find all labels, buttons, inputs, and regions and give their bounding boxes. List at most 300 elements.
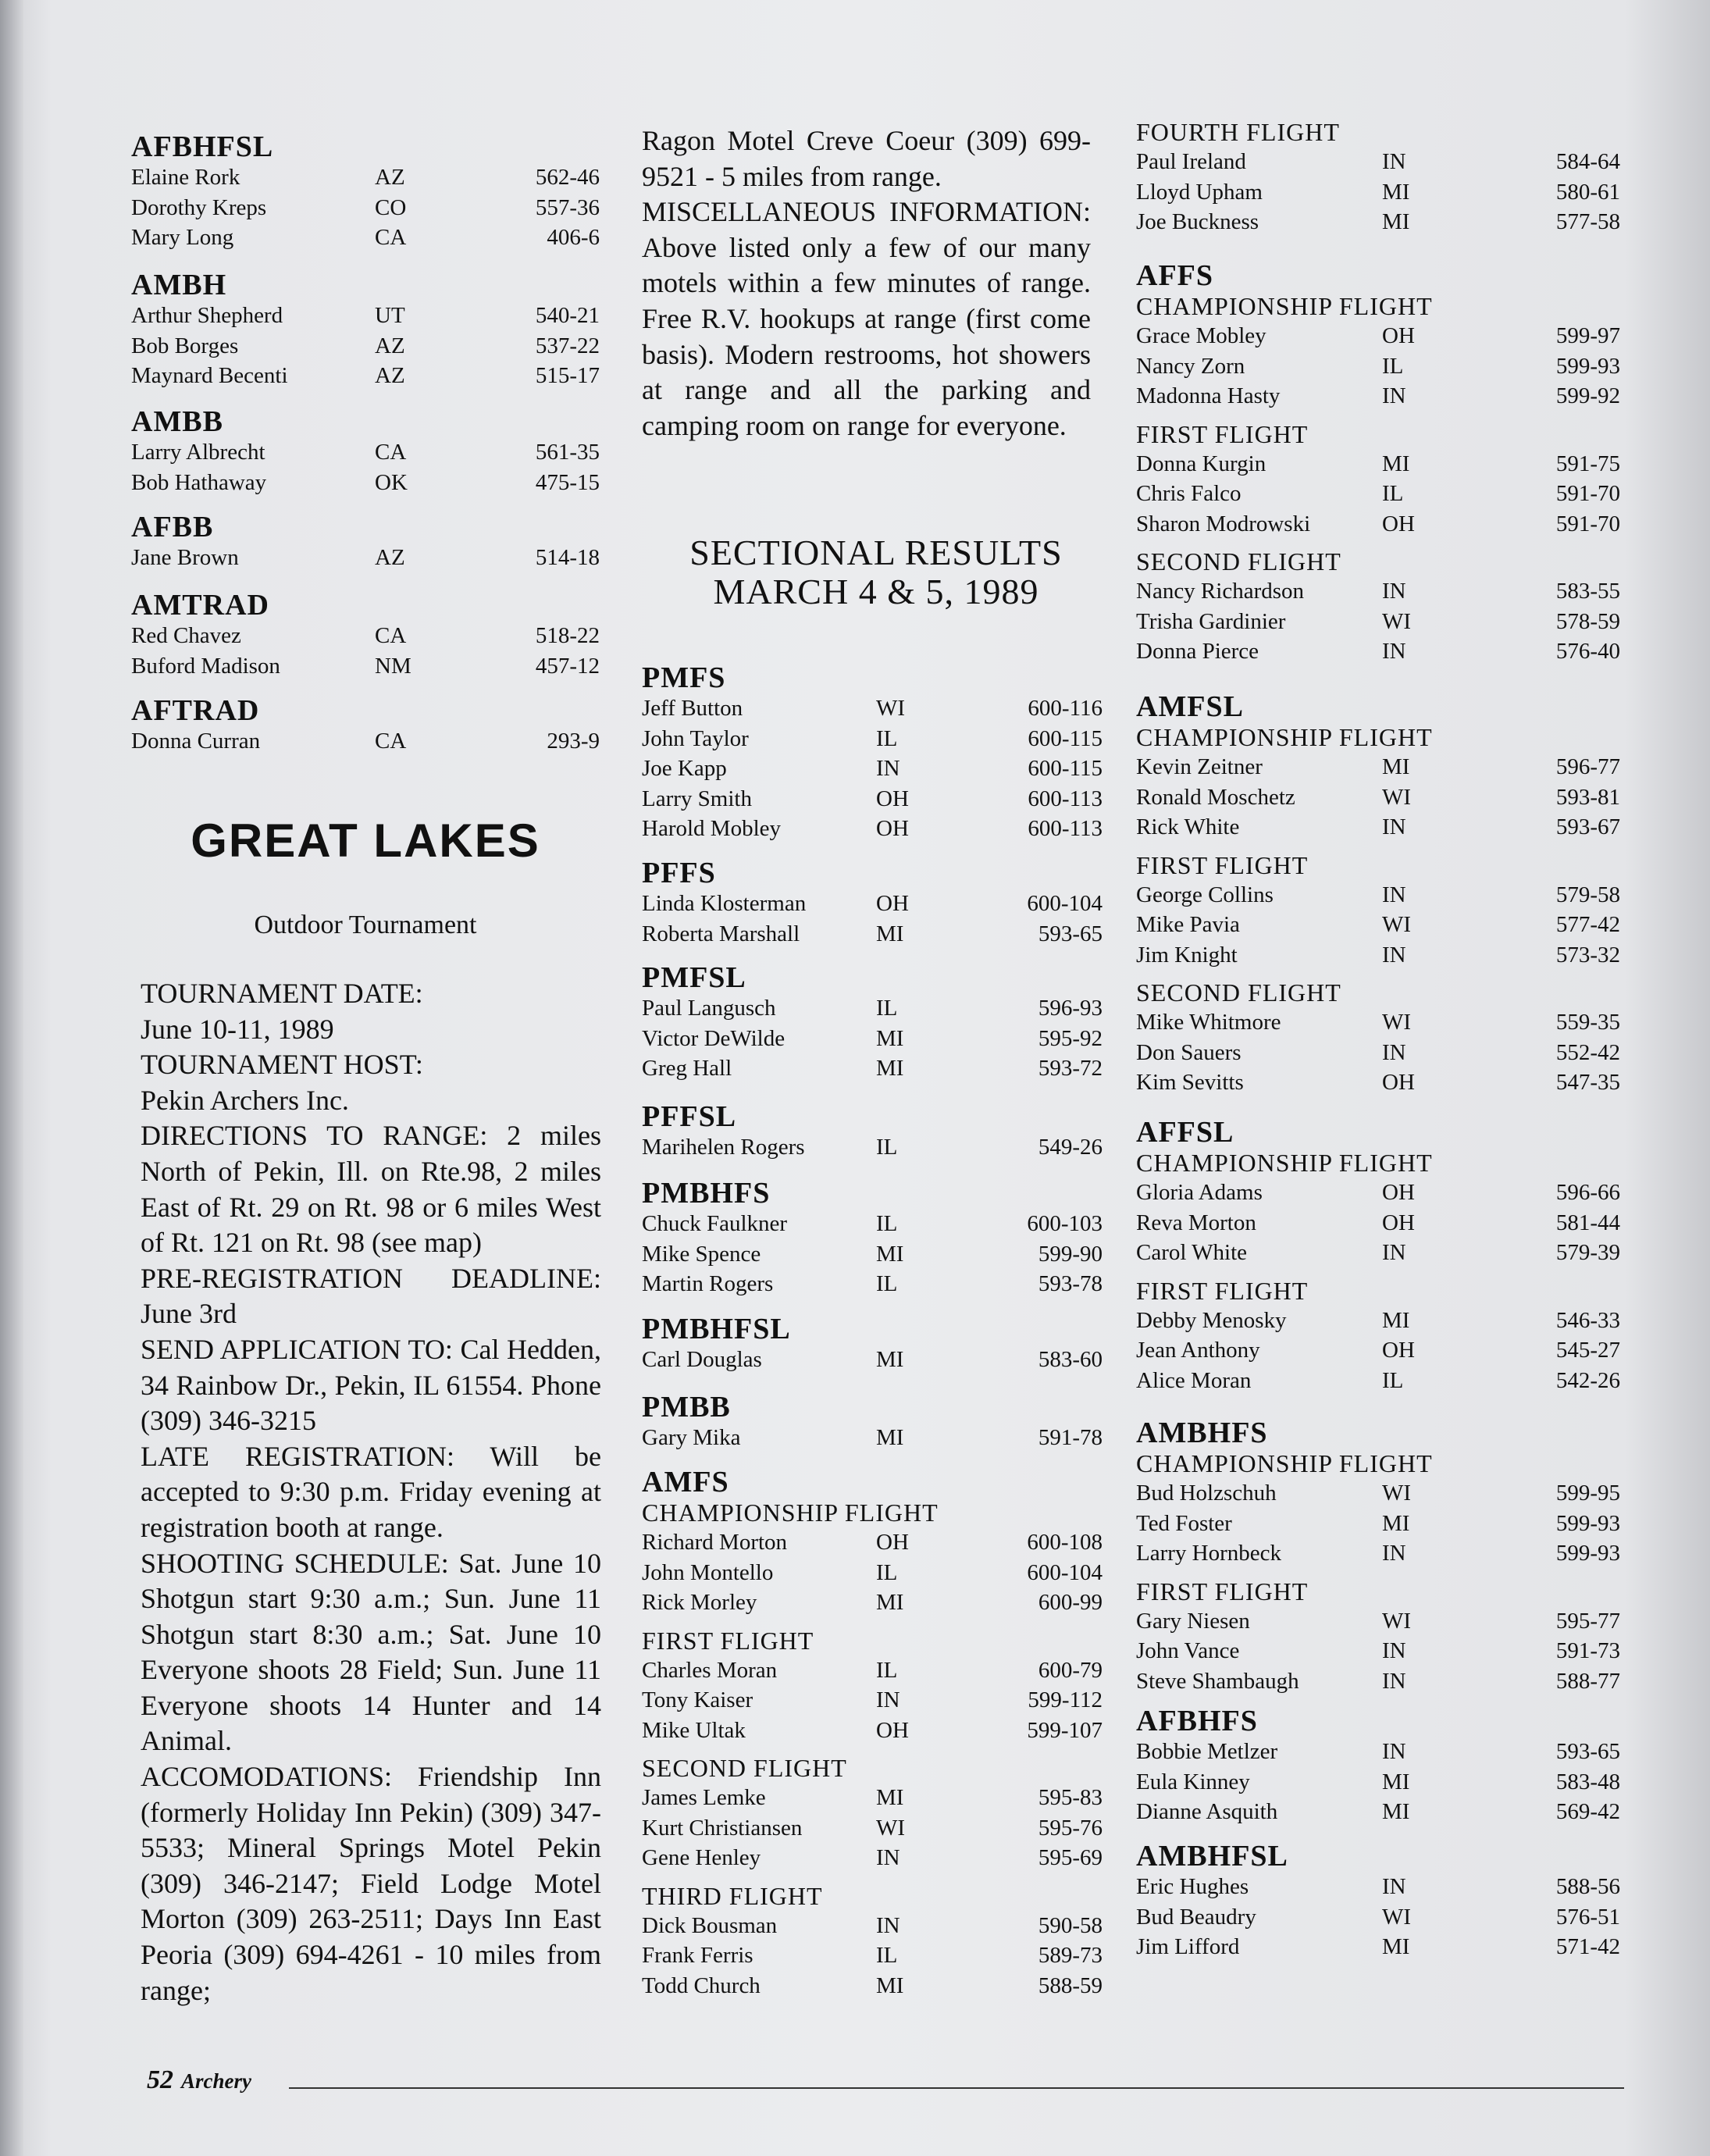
- archer-state: MI: [876, 1590, 904, 1615]
- archer-name: Bobbie Metlzer: [1136, 1739, 1278, 1764]
- result-row: [642, 1655, 1103, 1686]
- archer-score: 600-115: [1028, 725, 1103, 751]
- flight-block: [1136, 117, 1620, 237]
- result-row: [131, 361, 600, 391]
- archer-score: 578-59: [1555, 608, 1620, 634]
- archer-score: 588-77: [1555, 1668, 1620, 1694]
- archer-name: Steve Shambaugh: [1136, 1668, 1299, 1694]
- result-row: [1136, 147, 1620, 177]
- footer-rule: [289, 2087, 1624, 2089]
- result-row: [642, 814, 1103, 844]
- archer-state: IL: [876, 1559, 898, 1585]
- class-name: PMBHFSL: [642, 1313, 791, 1345]
- archer-name: Lloyd Upham: [1136, 179, 1263, 205]
- result-group: [642, 1313, 1103, 1375]
- archer-name: Arthur Shepherd: [131, 303, 283, 328]
- class-name: AMBHFSL: [1136, 1840, 1288, 1873]
- archer-name: John Taylor: [642, 725, 749, 751]
- result-row: [1136, 1872, 1620, 1902]
- archer-name: Don Sauers: [1136, 1039, 1242, 1065]
- archer-score: 600-99: [1038, 1590, 1103, 1615]
- result-row: [131, 651, 600, 682]
- archer-score: 600-116: [1028, 696, 1103, 721]
- section-heading: GREAT LAKES: [191, 814, 540, 867]
- archer-state: NM: [375, 653, 411, 679]
- archer-state: WI: [876, 696, 906, 721]
- archer-state: MI: [876, 1972, 904, 1998]
- result-row: [642, 1716, 1103, 1746]
- result-row: [642, 1053, 1103, 1084]
- archer-state: MI: [1382, 1799, 1410, 1824]
- archer-score: 562-46: [535, 165, 600, 190]
- result-row: [642, 1423, 1103, 1453]
- flight-name: FOURTH FLIGHT: [1136, 118, 1340, 146]
- archer-score: 596-77: [1555, 754, 1620, 779]
- result-row: [1136, 812, 1620, 843]
- result-group: [1136, 260, 1620, 667]
- archer-name: Larry Albrecht: [131, 440, 265, 465]
- archer-score: 576-51: [1555, 1904, 1620, 1930]
- info-line: SEND APPLICATION TO: Cal Hedden, 34 Rainbow Dr., Pekin, IL 61554. Phone (309) 346-3215: [141, 1333, 601, 1437]
- archer-name: James Lemke: [642, 1785, 766, 1810]
- tournament-info-continued: [642, 123, 1091, 444]
- result-row: [642, 693, 1103, 724]
- archer-score: 595-76: [1038, 1815, 1103, 1841]
- result-row: [1136, 177, 1620, 208]
- result-row: [1136, 1767, 1620, 1798]
- result-row: [1136, 576, 1620, 607]
- archer-score: 591-78: [1038, 1425, 1103, 1450]
- archer-name: Grace Mobley: [1136, 323, 1266, 348]
- result-group: [642, 1178, 1103, 1299]
- magazine-name: Archery: [181, 2069, 251, 2093]
- result-row: [1136, 1238, 1620, 1268]
- archer-state: IN: [1382, 814, 1406, 839]
- archer-name: Jeff Button: [642, 696, 743, 721]
- archer-name: Marihelen Rogers: [642, 1135, 805, 1160]
- section-subheading: Outdoor Tournament: [254, 911, 477, 939]
- flight-name: FIRST FLIGHT: [1136, 850, 1309, 879]
- archer-state: OK: [375, 469, 408, 495]
- archer-state: CA: [375, 225, 407, 250]
- result-group: [1136, 1705, 1620, 1827]
- archer-score: 576-40: [1555, 639, 1620, 664]
- class-name: PMFS: [642, 661, 726, 694]
- flight-block: [1136, 850, 1620, 971]
- archer-score: 589-73: [1038, 1943, 1103, 1968]
- flight-block: [642, 1753, 1103, 1873]
- archer-name: Eula Kinney: [1136, 1769, 1250, 1794]
- archer-score: 518-22: [535, 623, 600, 648]
- archer-name: Bud Beaudry: [1136, 1904, 1256, 1930]
- result-row: [642, 1345, 1103, 1375]
- result-group: [1136, 1417, 1620, 1696]
- archer-score: 599-93: [1555, 1541, 1620, 1566]
- archer-name: Nancy Richardson: [1136, 579, 1305, 604]
- archer-score: 540-21: [535, 303, 600, 328]
- archer-state: MI: [876, 1056, 904, 1081]
- flight-name: SECOND FLIGHT: [1136, 547, 1341, 576]
- archer-score: 593-65: [1555, 1739, 1620, 1764]
- archer-score: 561-35: [535, 440, 600, 465]
- archer-state: IN: [1382, 639, 1406, 664]
- archer-score: 600-103: [1027, 1211, 1103, 1236]
- archer-score: 600-113: [1028, 786, 1103, 811]
- archer-name: Mary Long: [131, 225, 234, 250]
- class-name: AFBHFS: [1136, 1705, 1258, 1737]
- archer-name: Mike Pavia: [1136, 912, 1240, 937]
- result-row: [1136, 1666, 1620, 1697]
- result-row: [642, 754, 1103, 784]
- archer-score: 599-93: [1555, 353, 1620, 379]
- archer-state: MI: [1382, 1307, 1410, 1333]
- archer-state: AZ: [375, 545, 405, 570]
- class-name: AMTRAD: [131, 589, 269, 622]
- archer-score: 557-36: [535, 194, 600, 220]
- result-row: [1136, 479, 1620, 509]
- class-name: AMBB: [131, 405, 223, 438]
- result-row: [642, 784, 1103, 814]
- result-row: [1136, 449, 1620, 479]
- archer-name: Dick Bousman: [642, 1912, 778, 1938]
- archer-state: IN: [1382, 1039, 1406, 1065]
- archer-state: IN: [1382, 1874, 1406, 1899]
- archer-score: 583-60: [1038, 1347, 1103, 1372]
- archer-name: Joe Kapp: [642, 756, 727, 781]
- archer-name: Roberta Marshall: [642, 921, 800, 946]
- result-row: [1136, 509, 1620, 540]
- result-row: [131, 223, 600, 253]
- result-row: [131, 468, 600, 498]
- archer-state: WI: [1382, 784, 1412, 810]
- result-row: [642, 1558, 1103, 1588]
- archer-name: Paul Langusch: [642, 996, 776, 1021]
- archer-name: Reva Morton: [1136, 1210, 1256, 1235]
- flight-block: [642, 1881, 1103, 2001]
- archer-name: Gary Niesen: [1136, 1608, 1250, 1634]
- archer-name: Jean Anthony: [1136, 1338, 1260, 1363]
- class-name: AFFSL: [1136, 1116, 1234, 1149]
- archer-state: OH: [876, 891, 909, 916]
- archer-score: 596-93: [1038, 996, 1103, 1021]
- archer-state: MI: [1382, 209, 1410, 234]
- archer-score: 579-58: [1555, 882, 1620, 907]
- archer-state: IN: [1382, 1240, 1406, 1265]
- flight-name: CHAMPIONSHIP FLIGHT: [1136, 292, 1433, 320]
- result-row: [131, 162, 600, 193]
- result-row: [131, 437, 600, 468]
- info-line: ACCOMODATIONS: Friendship Inn (formerly Holiday Inn Pekin) (309) 347-5533; Mineral Springs Motel Pekin (309) 346-2147; Field Lodge Motel Morton (309) 263-2511; Days Inn East Peoria (309) 694-4261 - 10 miles from range;: [141, 1761, 601, 2006]
- archer-score: 595-77: [1555, 1608, 1620, 1634]
- archer-score: 591-73: [1555, 1638, 1620, 1663]
- archer-name: Dorothy Kreps: [131, 194, 267, 220]
- archer-score: 595-92: [1038, 1025, 1103, 1051]
- archer-name: Debby Menosky: [1136, 1307, 1287, 1333]
- result-row: [642, 1269, 1103, 1299]
- class-name: AFBB: [131, 511, 214, 543]
- archer-score: 599-97: [1555, 323, 1620, 348]
- archer-state: OH: [1382, 511, 1415, 536]
- sectional-date: MARCH 4 & 5, 1989: [713, 572, 1039, 611]
- archer-state: MI: [876, 921, 904, 946]
- flight-name: THIRD FLIGHT: [642, 1881, 823, 1910]
- archer-state: WI: [1382, 608, 1412, 634]
- archer-state: WI: [1382, 1010, 1412, 1035]
- archer-score: 583-48: [1555, 1769, 1620, 1794]
- archer-name: Rick White: [1136, 814, 1240, 839]
- archer-score: 559-35: [1555, 1010, 1620, 1035]
- archer-name: Donna Curran: [131, 729, 261, 754]
- result-row: [642, 1132, 1103, 1163]
- result-row: [1136, 940, 1620, 971]
- archer-state: IN: [1382, 1638, 1406, 1663]
- archer-score: 569-42: [1555, 1799, 1620, 1824]
- result-row: [642, 993, 1103, 1024]
- result-row: [1136, 1606, 1620, 1637]
- archer-score: 599-107: [1027, 1717, 1103, 1743]
- info-line: Pekin Archers Inc.: [141, 1084, 349, 1116]
- archer-name: Red Chavez: [131, 623, 241, 648]
- archer-name: Buford Madison: [131, 653, 280, 679]
- archer-score: 588-56: [1555, 1874, 1620, 1899]
- flight-name: SECOND FLIGHT: [642, 1754, 847, 1782]
- archer-state: OH: [1382, 1070, 1415, 1095]
- archer-state: WI: [876, 1815, 906, 1841]
- archer-name: Gene Henley: [642, 1845, 761, 1870]
- result-group: [1136, 1117, 1620, 1395]
- archer-state: MI: [1382, 1769, 1410, 1794]
- archer-name: Mike Ultak: [642, 1717, 746, 1743]
- archer-score: 537-22: [535, 333, 600, 358]
- result-row: [1136, 207, 1620, 237]
- result-row: [1136, 1538, 1620, 1569]
- archer-state: IN: [1382, 579, 1406, 604]
- result-group: [131, 269, 600, 391]
- info-line: June 10-11, 1989: [141, 1013, 334, 1045]
- archer-score: 593-81: [1555, 784, 1620, 810]
- result-row: [642, 1783, 1103, 1813]
- archer-score: 577-42: [1555, 912, 1620, 937]
- archer-state: MI: [876, 1785, 904, 1810]
- result-row: [1136, 1178, 1620, 1208]
- result-group: [642, 1101, 1103, 1163]
- archer-state: MI: [1382, 1934, 1410, 1959]
- archer-score: 593-72: [1038, 1056, 1103, 1081]
- flight-block: [642, 1498, 1103, 1618]
- archer-state: OH: [876, 1530, 909, 1555]
- archer-state: IN: [1382, 942, 1406, 968]
- result-group: [642, 857, 1103, 949]
- flight-name: CHAMPIONSHIP FLIGHT: [1136, 1149, 1433, 1177]
- result-row: [1136, 1509, 1620, 1539]
- result-row: [642, 1024, 1103, 1054]
- archer-state: IL: [876, 1271, 898, 1296]
- archer-state: IL: [876, 1211, 898, 1236]
- result-row: [642, 1588, 1103, 1618]
- archer-name: Larry Smith: [642, 786, 752, 811]
- result-group: [1136, 117, 1620, 237]
- flight-block: [1136, 1737, 1620, 1827]
- page-number: 52: [147, 2065, 173, 2094]
- archer-state: MI: [876, 1347, 904, 1372]
- archer-state: MI: [1382, 451, 1410, 476]
- archer-name: Gloria Adams: [1136, 1180, 1263, 1205]
- archer-name: Kurt Christiansen: [642, 1815, 803, 1841]
- flight-block: [1136, 1872, 1620, 1962]
- archer-state: IN: [876, 1845, 900, 1870]
- result-group: [642, 962, 1103, 1084]
- archer-name: Greg Hall: [642, 1056, 732, 1081]
- result-row: [1136, 752, 1620, 782]
- archer-state: UT: [375, 303, 405, 328]
- archer-name: Ted Foster: [1136, 1510, 1232, 1536]
- archer-name: Carol White: [1136, 1240, 1248, 1265]
- result-group: [131, 695, 600, 757]
- archer-name: Mike Spence: [642, 1241, 761, 1267]
- flight-name: FIRST FLIGHT: [1136, 1577, 1309, 1605]
- page-spine-shadow: [0, 0, 23, 2156]
- result-group: [131, 406, 600, 497]
- class-name: AFFS: [1136, 259, 1213, 292]
- archer-score: 599-95: [1555, 1481, 1620, 1506]
- result-row: [642, 1239, 1103, 1270]
- flight-block: [1136, 1148, 1620, 1268]
- archer-name: Bud Holzschuh: [1136, 1481, 1277, 1506]
- archer-state: CA: [375, 623, 407, 648]
- result-row: [1136, 1007, 1620, 1038]
- result-row: [1136, 1478, 1620, 1509]
- result-row: [642, 724, 1103, 754]
- archer-state: WI: [1382, 1481, 1412, 1506]
- archer-state: OH: [1382, 1338, 1415, 1363]
- archer-name: Jim Knight: [1136, 942, 1238, 968]
- archer-state: MI: [1382, 179, 1410, 205]
- archer-name: Elaine Rork: [131, 165, 240, 190]
- result-row: [131, 331, 600, 362]
- archer-name: Sharon Modrowski: [1136, 511, 1311, 536]
- archer-name: Linda Klosterman: [642, 891, 807, 916]
- result-row: [131, 726, 600, 757]
- flight-block: [1136, 1577, 1620, 1697]
- result-row: [1136, 1366, 1620, 1396]
- archer-score: 581-44: [1555, 1210, 1620, 1235]
- archer-name: Victor DeWilde: [642, 1025, 786, 1051]
- result-group: [131, 511, 600, 573]
- page-footer: [147, 2065, 251, 2095]
- archer-name: Jim Lifford: [1136, 1934, 1240, 1959]
- archer-name: Charles Moran: [642, 1657, 778, 1683]
- sectional-title: [642, 533, 1110, 611]
- flight-name: CHAMPIONSHIP FLIGHT: [1136, 1449, 1433, 1477]
- flight-name: FIRST FLIGHT: [1136, 1276, 1309, 1305]
- archer-score: 573-32: [1555, 942, 1620, 968]
- flight-name: CHAMPIONSHIP FLIGHT: [1136, 723, 1433, 751]
- archer-state: OH: [1382, 1180, 1415, 1205]
- info-line: MISCELLANEOUS INFORMATION: Above listed only a few of our many motels within a few minutes of range. Free R.V. hookups at range (first come basis). Modern restrooms, hot showers at range and all the parking and camping room on range for everyone.: [642, 196, 1091, 441]
- archer-state: CO: [375, 194, 407, 220]
- result-row: [131, 621, 600, 651]
- archer-name: Mike Whitmore: [1136, 1010, 1281, 1035]
- archer-score: 591-75: [1555, 451, 1620, 476]
- archer-state: CA: [375, 440, 407, 465]
- class-name: PFFSL: [642, 1100, 737, 1133]
- archer-score: 600-108: [1027, 1530, 1103, 1555]
- archer-name: Todd Church: [642, 1972, 761, 1998]
- result-row: [1136, 1038, 1620, 1068]
- archer-name: Richard Morton: [642, 1530, 788, 1555]
- archer-name: Larry Hornbeck: [1136, 1541, 1281, 1566]
- result-row: [1136, 782, 1620, 813]
- archer-score: 475-15: [535, 469, 600, 495]
- archer-score: 514-18: [535, 545, 600, 570]
- archer-name: Dianne Asquith: [1136, 1799, 1278, 1824]
- sectional-heading: SECTIONAL RESULTS: [689, 533, 1063, 572]
- class-name: AFTRAD: [131, 694, 260, 727]
- result-row: [1136, 1797, 1620, 1827]
- archer-state: IL: [876, 1135, 898, 1160]
- result-group: [131, 131, 600, 253]
- result-group: [131, 590, 600, 681]
- archer-score: 600-79: [1038, 1657, 1103, 1683]
- archer-score: 584-64: [1555, 149, 1620, 174]
- class-name: PMFSL: [642, 961, 746, 994]
- archer-state: OH: [876, 1717, 909, 1743]
- archer-name: Chuck Faulkner: [642, 1211, 788, 1236]
- flight-block: [1136, 1449, 1620, 1569]
- archer-name: Tony Kaiser: [642, 1687, 753, 1712]
- archer-name: Jane Brown: [131, 545, 239, 570]
- archer-score: 599-112: [1028, 1687, 1103, 1712]
- archer-score: 542-26: [1555, 1367, 1620, 1393]
- archer-score: 599-93: [1555, 1510, 1620, 1536]
- archer-state: OH: [1382, 323, 1415, 348]
- class-name: AMFS: [642, 1466, 729, 1499]
- class-name: AMBH: [131, 269, 227, 301]
- flight-block: [1136, 291, 1620, 412]
- archer-state: IL: [876, 725, 898, 751]
- archer-state: AZ: [375, 363, 405, 388]
- archer-score: 579-39: [1555, 1240, 1620, 1265]
- archer-score: 406-6: [547, 225, 600, 250]
- archer-state: WI: [1382, 1904, 1412, 1930]
- class-name: AMBHFS: [1136, 1417, 1268, 1449]
- archer-state: MI: [876, 1241, 904, 1267]
- archer-state: WI: [1382, 1608, 1412, 1634]
- result-row: [131, 301, 600, 331]
- info-line: DIRECTIONS TO RANGE: 2 miles North of Pekin, Ill. on Rte.98, 2 miles East of Rt. 29 on Rt. 98 or 6 miles West of Rt. 121 on Rt. 98 (see map): [141, 1120, 601, 1259]
- archer-score: 552-42: [1555, 1039, 1620, 1065]
- archer-name: Eric Hughes: [1136, 1874, 1249, 1899]
- archer-score: 599-92: [1555, 383, 1620, 408]
- result-row: [642, 889, 1103, 919]
- archer-state: IL: [1382, 353, 1404, 379]
- archer-score: 583-55: [1555, 579, 1620, 604]
- archer-score: 549-26: [1038, 1135, 1103, 1160]
- result-group: [642, 1466, 1103, 2001]
- flight-block: [1136, 547, 1620, 667]
- archer-name: Paul Ireland: [1136, 149, 1246, 174]
- archer-name: Donna Kurgin: [1136, 451, 1266, 476]
- info-line: SHOOTING SCHEDULE: Sat. June 10 Shotgun start 9:30 a.m.; Sun. June 11 Shotgun start 8:30 a.m.; Sat. June 10 Everyone shoots 28 Field; Sun. June 11 Everyone shoots 14 Hunter and 14 Animal.: [141, 1547, 601, 1757]
- result-row: [1136, 1208, 1620, 1238]
- archer-score: 600-115: [1028, 756, 1103, 781]
- result-row: [1136, 607, 1620, 637]
- result-group: [1136, 691, 1620, 1098]
- archer-name: Bob Borges: [131, 333, 239, 358]
- archer-state: AZ: [375, 165, 405, 190]
- archer-state: IN: [1382, 882, 1406, 907]
- archer-state: IN: [876, 756, 900, 781]
